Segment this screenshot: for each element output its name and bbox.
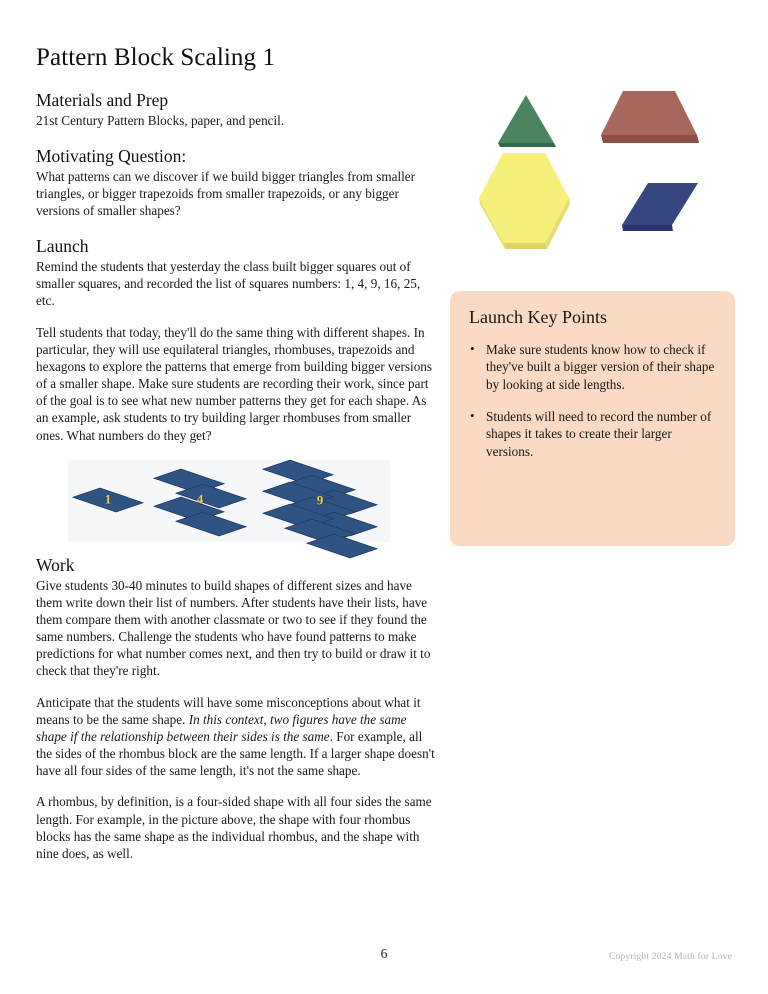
work-paragraph-2-tail: . For example, all the sides of the rhombus block are the same length. If a larger shape doesn't have all four sides of the same length, it's not the same shape. [36, 728, 435, 779]
rhombus-count-label-9: 9 [316, 492, 324, 508]
pattern-blocks-photo [450, 55, 746, 267]
key-point-text: Students will need to record the number of shapes it takes to create their larger versions. [486, 408, 712, 459]
spacer [36, 219, 436, 236]
blue-rhombus-icon [618, 179, 702, 235]
launch-paragraph-2: Tell students that today, they'll do the same thing with different shapes. In particular, they will use equilateral triangles, rhombuses, trapezoids and hexagons to explore the patterns that emerge from building bigger versions of a smaller shape. Make sure students are recording their work, since part of the goal is to see what new number patterns they get for each shape. As an example, ask students to try building larger rhombuses from smaller ones. What numbers do they get? [36, 324, 433, 443]
rhombus-scaling-figure [68, 460, 390, 542]
work-paragraph-3: A rhombus, by definition, is a four-sided shape with all four sides the same length. For example, in the picture above, the shape with four rhombus blocks has the same shape as the individual rhombus, and the shape with nine does, as well. [36, 794, 432, 861]
page-number: 6 [380, 946, 388, 961]
work-paragraph-2-lead: Anticipate that the students will have some misconceptions about what it means to be the same shape. [36, 694, 421, 727]
red-trapezoid-icon [597, 85, 701, 147]
rhombus-group-1 [86, 486, 130, 514]
left-content-column [36, 44, 436, 862]
section-heading-motivating-question: Motivating Question: [36, 145, 187, 166]
page-title: Pattern Block Scaling 1 [36, 44, 276, 71]
copyright-notice: Copyright 2024 Math for Love [608, 951, 732, 962]
bullet-icon: • [470, 340, 475, 356]
motivating-question-body: What patterns can we discover if we build bigger triangles from smaller triangles, or bigger trapezoids from smaller trapezoids, or any bigger versions of smaller shapes? [36, 168, 416, 218]
rhombus-tile [72, 487, 144, 511]
materials-body: 21st Century Pattern Blocks, paper, and pencil. [36, 112, 285, 128]
work-paragraph-2-emphasis: In this context, two figures have the same shape if the relationship between their sides is the same [36, 711, 407, 744]
bullet-icon: • [470, 407, 475, 423]
section-heading-materials: Materials and Prep [36, 89, 169, 110]
rhombus-group-9 [254, 462, 386, 540]
work-paragraph-2 [36, 694, 436, 780]
key-point-text: Make sure students know how to check if they've built a bigger version of their shape by looking at side lengths. [486, 341, 715, 392]
spacer [36, 129, 436, 146]
rhombus-group-4 [156, 471, 244, 529]
key-points-list [469, 341, 715, 461]
green-triangle-icon [494, 91, 558, 149]
right-content-column [450, 55, 746, 267]
section-heading-work: Work [36, 554, 75, 575]
launch-key-points-box [450, 291, 735, 546]
key-point-item [469, 341, 715, 393]
key-points-title: Launch Key Points [469, 307, 607, 327]
work-paragraph-1: Give students 30-40 minutes to build shapes of different sizes and have them write down their list of numbers. After students have their lists, have them compare them with another classmate or two to see if they found the same numbers. Challenge the students who have found patterns to make predictions for what number comes next, and then try to build or draw it to check that they're right. [36, 577, 431, 679]
section-heading-launch: Launch [36, 236, 89, 257]
yellow-hexagon-icon [474, 149, 574, 253]
key-point-item [469, 408, 715, 460]
rhombus-count-label-4: 4 [196, 491, 204, 507]
rhombus-count-label-1: 1 [104, 491, 112, 507]
launch-paragraph-1: Remind the students that yesterday the class built bigger squares out of smaller squares, and recorded the list of squares numbers: 1, 4, 9, 16, 25, etc. [36, 259, 421, 309]
